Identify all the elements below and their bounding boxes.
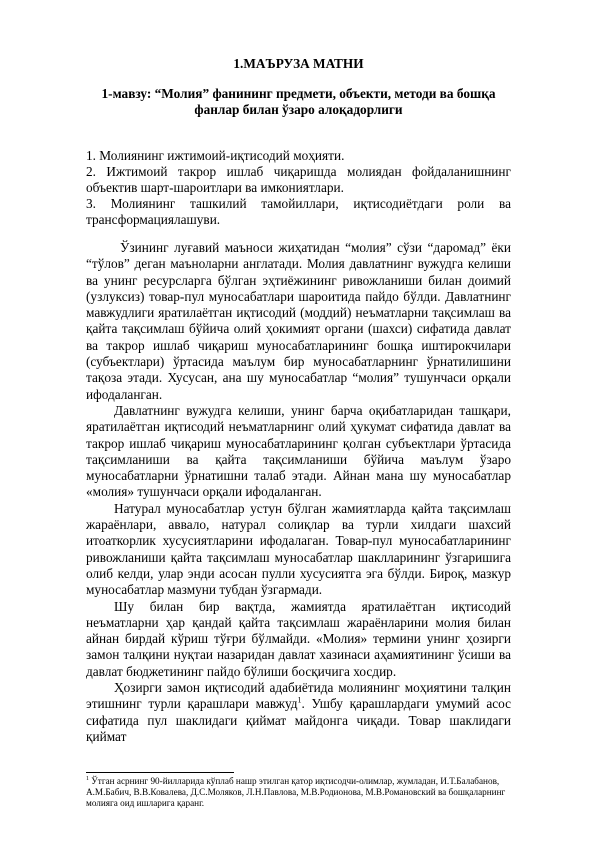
paragraph-text: . Ушбу қарашлардаги умумий асос сифатида пул шаклидаги қиймат майдонга чиқади. Товар шаклидаги қиймат (86, 696, 511, 744)
paragraph-with-footnote (86, 680, 511, 745)
topic-subtitle: 1-мавзу: “Молия” фанининг предмети, объекти, методи ва бошқа фанлар билан ўзаро алоқадорлиги (101, 86, 496, 117)
footnote (86, 776, 511, 809)
lecture-title: 1.МАЪРУЗА МАТНИ (233, 56, 364, 71)
plan-item: 1. Молиянинг ижтимоий-иқтисодий моҳияти. (86, 148, 345, 163)
footnote-mark: 1 (86, 775, 89, 782)
paragraph: Шу билан бир вақтда, жамиятда яратилаётган иқтисодий неъматларни ҳар қандай қайта тақсимлаш жараёнларини молия билан айнан бирдай кўриш тўғри бўлмайди. «Молия» термини унинг ҳозирги замон талқини нуқтаи назаридан давлат хазинаси аҳамиятининг ўсиши ва давлат бюджетининг пайдо бўлиши босқичига хосдир. (86, 598, 511, 679)
body-text (86, 240, 511, 745)
paragraph: Давлатнинг вужудга келиши, унинг барча оқибатларидан ташқари, яратилаётган иқтисодий неъматларнинг олий ҳукумат сифатида давлат ва такрор ишлаб чиқариш муносабатларининг қолган субъектлари ўртасида тақсимланиши ва қайта тақсимланиши бўйича маълум ўзаро муносабатларни ўрнатишни талаб этади. Айнан мана шу муносабатлар «молия» тушунчаси орқали ифодаланган. (86, 402, 511, 500)
plan-item: 3. Молиянинг ташкилий тамойиллари, иқтисодиётдаги роли ва трансформациялашуви. (86, 196, 511, 227)
paragraph: Ўзининг луғавий маъноси жиҳатидан “молия” сўзи “даромад” ёки “тўлов” деган маъноларни англатади. Молия давлатнинг вужудга келиши ва унинг ресурсларга бўлган эҳтиёжининг ривожланиши билан доимий (узлуксиз) товар-пул муносабатлари шароитида пайдо бўлди. Давлатнинг мавжудлиги яратилаётган иқтисодий (моддий) неъматларни тақсимлаш ва қайта тақсимлаш бўйича олий ҳокимият органи (шахси) сифатида давлат ва такрор ишлаб чиқариш муносабатларининг бошқа иштирокчилари (субъектлари) ўртасида маълум бир муносабатларнинг ўрнатилишини тақоза этади. Хусусан, ана шу муносабатлар “молия” тушунчаси орқали ифодаланган. (86, 240, 511, 402)
footnote-text: Ўтган асрнинг 90-йилларида кўплаб нашр этилган қатор иқтисодчи-олимлар, жумладан, И.Т.Балабанов, А.М.Бабич, В.В.Ковалева, Д.С.Моляков, Л.Н.Павлова, М.В.Родионова, М.В.Романовский ва бошқаларнинг молияга оид ишларига қаранг. (86, 776, 506, 808)
footnote-separator (86, 772, 234, 773)
plan-item: 2. Ижтимоий такрор ишлаб чиқаришда молиядан фойдаланишнинг объектив шарт-шароитлари ва имкониятлари. (86, 164, 511, 195)
footnote-reference[interactable]: 1 (297, 695, 302, 705)
lecture-plan (86, 148, 511, 228)
paragraph: Натурал муносабатлар устун бўлган жамиятларда қайта тақсимлаш жараёнлари, аввало, натурал солиқлар ва турли хилдаги шахсий итоаткорлик хусусиятларини ифодалаган. Товар-пул муносабатларининг ривожланиши қайта тақсимлаш муносабатлар шаклларининг ўзгаришига олиб келди, улар энди асосан пулли хусусиятга эга бўлди. Бироқ, мазкур муносабатлар мазмуни тубдан ўзгармади. (86, 500, 511, 598)
paragraph-text: Ҳозирги замон иқтисодий адабиётида молиянинг моҳиятини талқин этишнинг турли қарашлари мавжуд (86, 680, 511, 712)
